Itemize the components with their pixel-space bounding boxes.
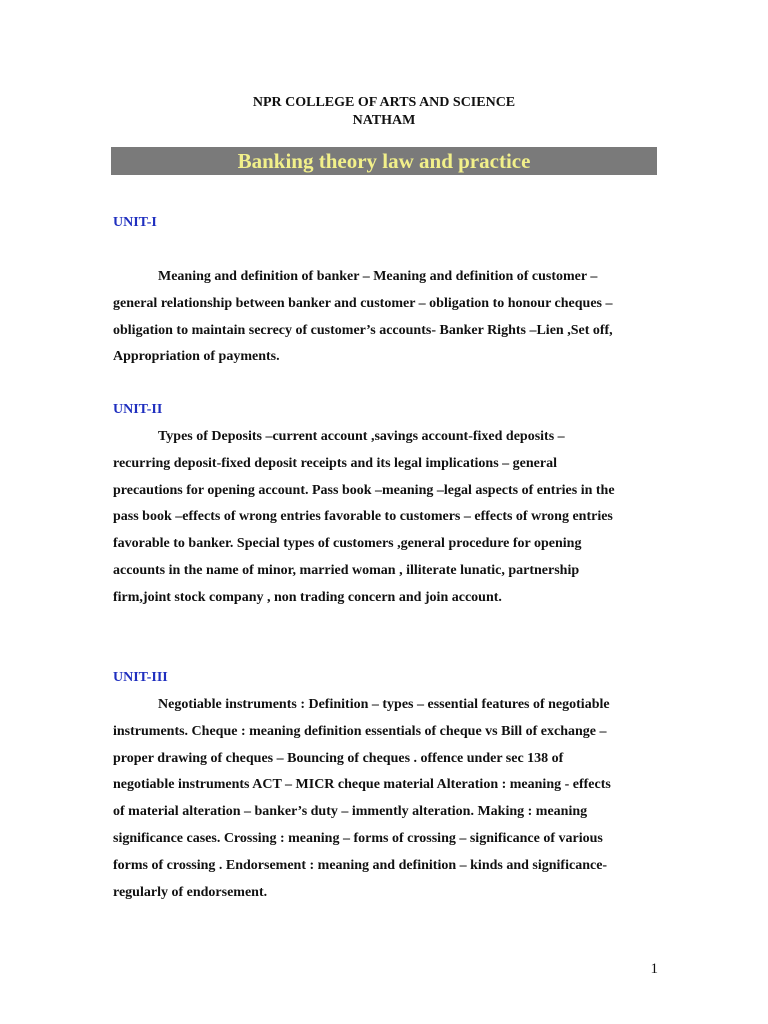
unit-heading: UNIT-II	[113, 402, 163, 417]
text-line: regularly of endorsement.	[113, 884, 268, 900]
college-name: NPR COLLEGE OF ARTS AND SCIENCE	[252, 95, 516, 110]
unit-paragraph	[113, 697, 658, 911]
text-line: Appropriation of payments.	[113, 349, 280, 365]
text-line: accounts in the name of minor, married woman , illiterate lunatic, partnership	[113, 562, 580, 578]
text-line: recurring deposit-fixed deposit receipts and its legal implications – general	[113, 455, 557, 471]
text-line: forms of crossing . Endorsement : meaning and definition – kinds and significance-	[113, 857, 608, 873]
unit-heading: UNIT-III	[113, 670, 168, 685]
page-number: 1	[650, 961, 658, 977]
text-line: proper drawing of cheques – Bouncing of cheques . offence under sec 138 of	[113, 750, 564, 766]
text-line: general relationship between banker and customer – obligation to honour cheques –	[113, 295, 613, 311]
text-line: Meaning and definition of banker – Meaning and definition of customer –	[158, 269, 598, 284]
text-line: significance cases. Crossing : meaning – forms of crossing – significance of various	[113, 830, 603, 846]
text-line: favorable to banker. Special types of customers ,general procedure for opening	[113, 536, 582, 552]
text-line: obligation to maintain secrecy of customer’s accounts- Banker Rights –Lien ,Set off,	[113, 322, 613, 338]
text-line: Types of Deposits –current account ,savings account-fixed deposits –	[158, 429, 565, 444]
text-line: firm,joint stock company , non trading concern and join account.	[113, 589, 502, 605]
text-line: negotiable instruments ACT – MICR cheque material Alteration : meaning - effects	[113, 777, 611, 793]
text-line: of material alteration – banker’s duty – immently alteration. Making : meaning	[113, 804, 588, 820]
college-location: NATHAM	[352, 113, 416, 128]
text-line: precautions for opening account. Pass book –meaning –legal aspects of entries in the	[113, 482, 615, 498]
text-line: Negotiable instruments : Definition – types – essential features of negotiable	[158, 697, 610, 712]
unit-heading: UNIT-I	[113, 215, 157, 230]
unit-paragraph	[113, 429, 658, 617]
course-title-banner: Banking theory law and practice	[111, 147, 657, 175]
text-line: pass book –effects of wrong entries favorable to customers – effects of wrong entries	[113, 509, 613, 525]
unit-paragraph	[113, 269, 658, 376]
text-line: instruments. Cheque : meaning definition essentials of cheque vs Bill of exchange –	[113, 723, 607, 739]
